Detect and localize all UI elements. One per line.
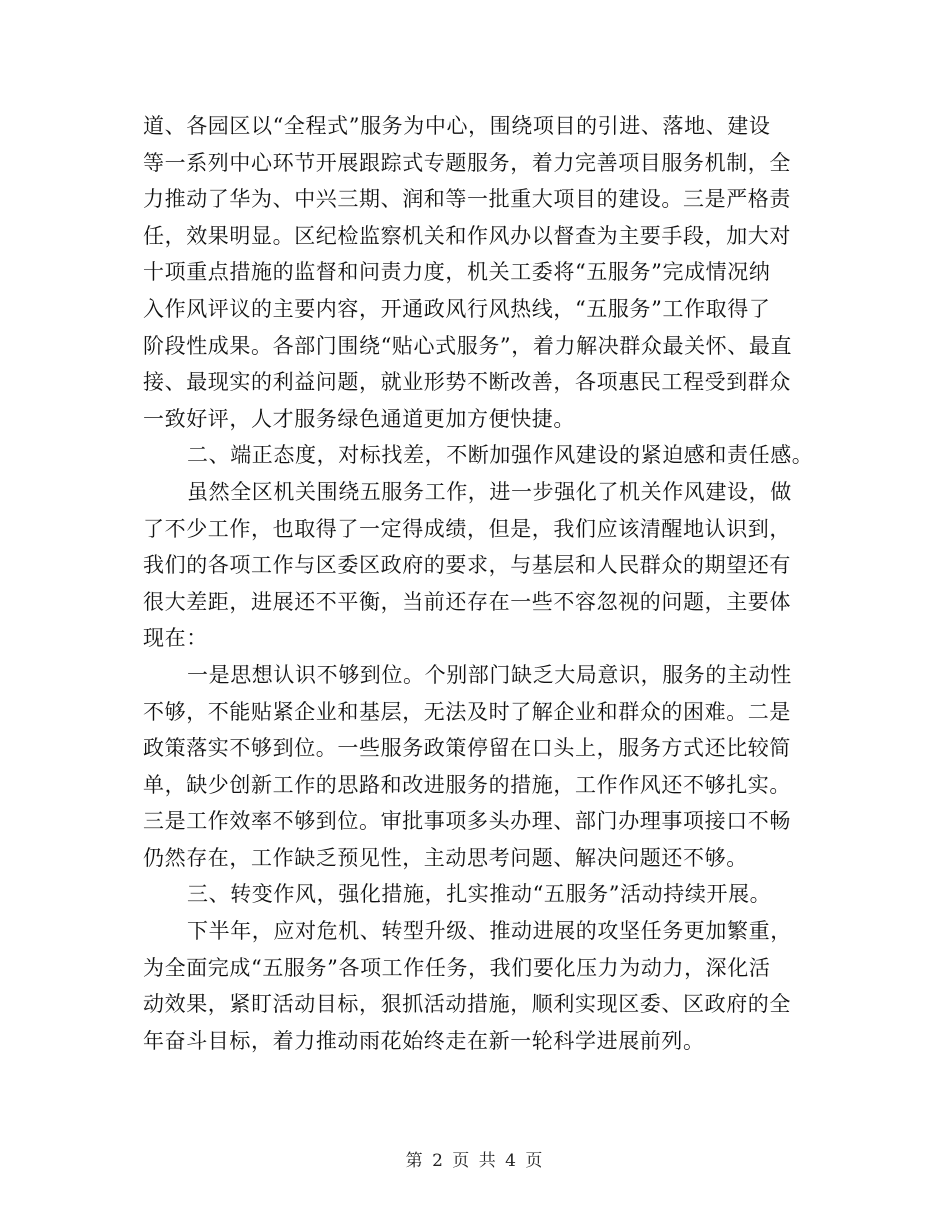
- text-line: 单，缺少创新工作的思路和改进服务的措施，工作作风还不够扎实。: [143, 772, 791, 797]
- page-number-footer: 第 2 页 共 4 页: [405, 1151, 545, 1171]
- text-line: 我们的各项工作与区委区政府的要求，与基层和人民群众的期望还有: [143, 553, 791, 578]
- text-line: 接、最现实的利益问题，就业形势不断改善，各项惠民工程受到群众: [143, 370, 791, 395]
- section-heading: 三、转变作风，强化措施，扎实推动“五服务”活动持续开展。: [187, 882, 772, 907]
- paragraph-start: 虽然全区机关围绕五服务工作，进一步强化了机关作风建设，做: [187, 479, 792, 504]
- section-heading: 二、端正态度，对标找差，不断加强作风建设的紧迫感和责任感。: [187, 443, 814, 468]
- text-line: 动效果，紧盯活动目标，狠抓活动措施，顺利实现区委、区政府的全: [143, 992, 791, 1017]
- text-line: 年奋斗目标，着力推动雨花始终走在新一轮科学进展前列。: [143, 1028, 705, 1053]
- text-line: 力推动了华为、中兴三期、润和等一批重大项目的建设。三是严格责: [143, 187, 791, 212]
- text-line: 阶段性成果。各部门围绕“贴心式服务”，着力解决群众最关怀、最直: [143, 333, 793, 358]
- text-line: 道、各园区以“全程式”服务为中心，围绕项目的引进、落地、建设: [143, 114, 771, 138]
- text-line: 仍然存在，工作缺乏预见性，主动思考问题、解决问题还不够。: [143, 845, 748, 870]
- text-line: 入作风评议的主要内容，开通政风行风热线，“五服务”工作取得了: [143, 296, 771, 321]
- paragraph-start: 下半年，应对危机、转型升级、推动进展的攻坚任务更加繁重，: [187, 919, 792, 944]
- text-line: 等一系列中心环节开展跟踪式专题服务，着力完善项目服务机制，全: [143, 150, 791, 175]
- text-line: 十项重点措施的监督和问责力度，机关工委将“五服务”完成情况纳: [143, 260, 771, 285]
- paragraph-start: 一是思想认识不够到位。个别部门缺乏大局意识，服务的主动性: [187, 662, 792, 687]
- text-line: 不够，不能贴紧企业和基层，无法及时了解企业和群众的困难。二是: [143, 699, 791, 724]
- text-line: 很大差距，进展还不平衡，当前还存在一些不容忽视的问题，主要体: [143, 589, 791, 614]
- text-line: 现在：: [143, 626, 208, 651]
- text-line: 了不少工作，也取得了一定得成绩，但是，我们应该清醒地认识到，: [143, 516, 791, 541]
- text-line: 任，效果明显。区纪检监察机关和作风办以督查为主要手段，加大对: [143, 223, 791, 248]
- document-body: [143, 108, 823, 1059]
- text-line: 为全面完成“五服务”各项工作任务，我们要化压力为动力，深化活: [143, 955, 771, 980]
- text-line: 三是工作效率不够到位。审批事项多头办理、部门办理事项接口不畅: [143, 809, 791, 834]
- text-line: 一致好评，人才服务绿色通道更加方便快捷。: [143, 406, 575, 431]
- text-line: 政策落实不够到位。一些服务政策停留在口头上，服务方式还比较简: [143, 736, 791, 761]
